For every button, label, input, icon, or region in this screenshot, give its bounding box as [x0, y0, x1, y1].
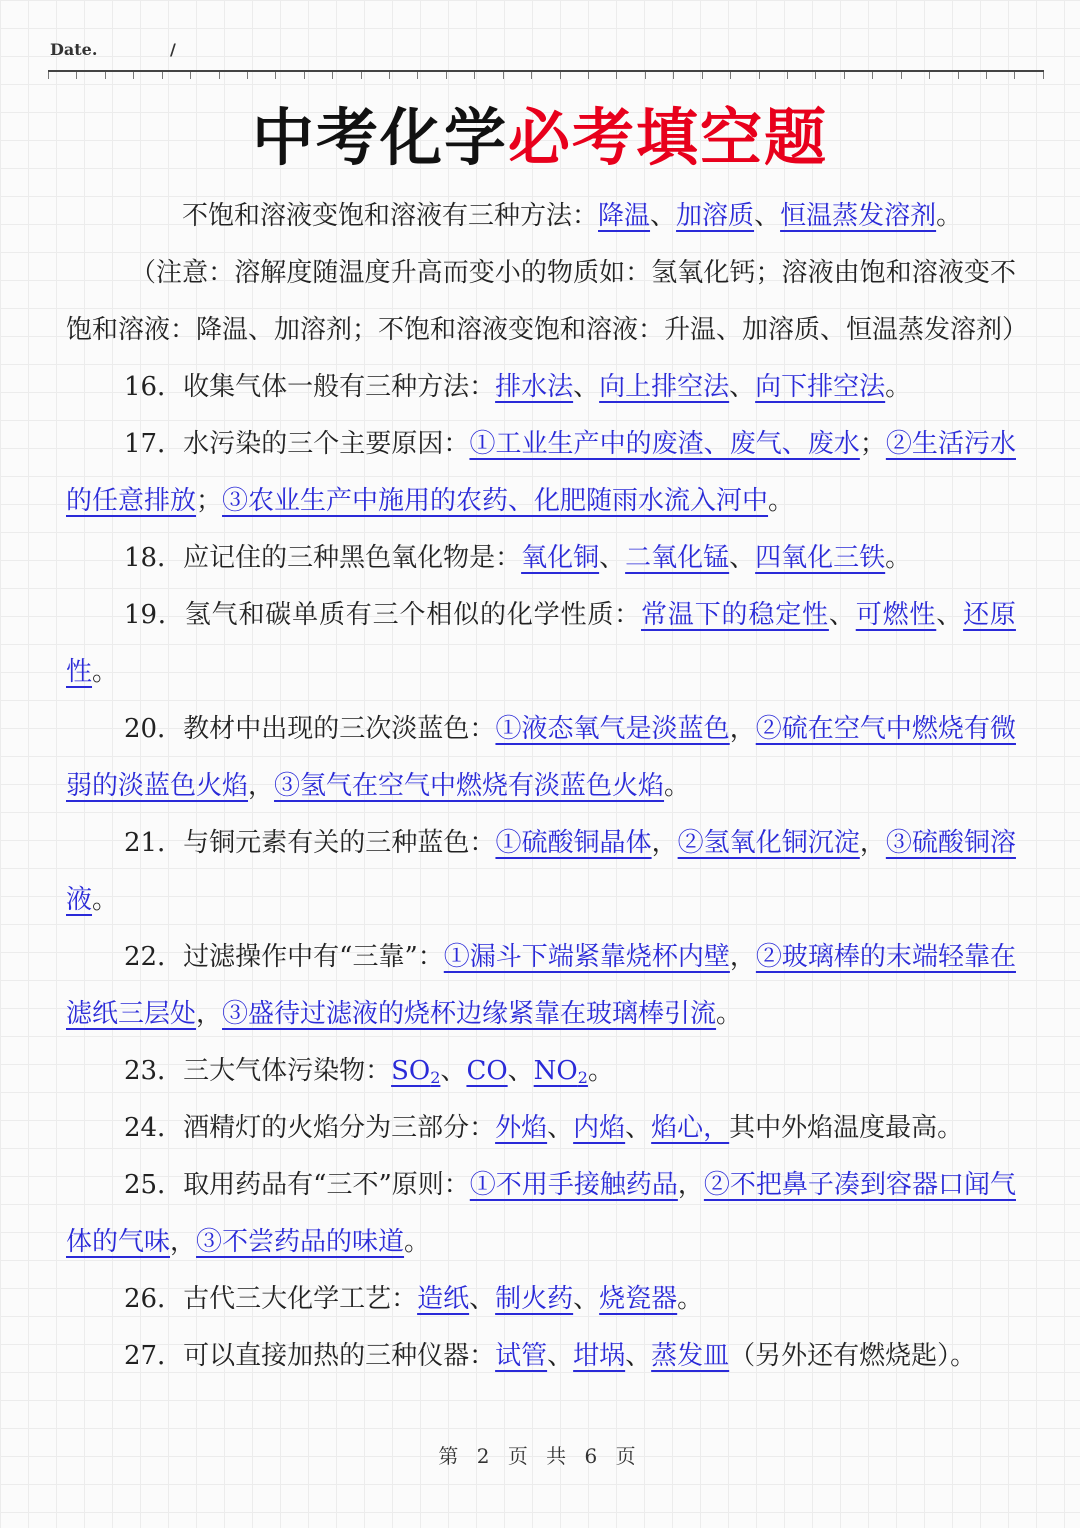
question-16: [66, 359, 1016, 416]
separator: 、: [507, 1056, 534, 1086]
question-18: [66, 530, 1016, 587]
ending: 。: [716, 999, 743, 1029]
question-25: [66, 1157, 1016, 1271]
separator: 、: [625, 1341, 652, 1371]
question-text: 25．取用药品有“三不”原则：: [124, 1170, 470, 1200]
question-20: [66, 701, 1016, 815]
separator: 、: [650, 201, 677, 231]
ending: 。: [92, 885, 119, 915]
answer-blank: 试管: [495, 1341, 548, 1371]
answer-blank: 烧瓷器: [599, 1284, 678, 1314]
answer-blank: 蒸发皿: [651, 1341, 730, 1371]
formula-subscript: 2: [430, 1068, 441, 1087]
separator: 、: [729, 372, 756, 402]
question-text: 23．三大气体污染物：: [124, 1056, 392, 1086]
ending: 。: [885, 372, 912, 402]
question-27: [66, 1328, 1016, 1385]
answer-blank: 造纸: [417, 1284, 470, 1314]
question-text: 17．水污染的三个主要原因：: [124, 429, 470, 459]
question-19: [66, 587, 1016, 701]
answer-blank: ②生活污水的任意排放: [66, 429, 1016, 516]
answer-blank: [391, 1056, 440, 1086]
title-black: 中考化学: [251, 101, 508, 174]
answer-blank: 氧化铜: [521, 543, 600, 573]
separator: ；: [196, 486, 223, 516]
separator: 、: [440, 1056, 467, 1086]
answer-blank: 向下排空法: [755, 372, 886, 402]
ending: （另外还有燃烧匙）。: [729, 1341, 977, 1371]
separator: 、: [729, 543, 756, 573]
answer-blank: ①漏斗下端紧靠烧杯内壁: [443, 942, 730, 972]
answer-blank: 排水法: [495, 372, 574, 402]
answer-blank: ③硫酸铜溶液: [66, 828, 1016, 915]
answer-blank: CO: [466, 1056, 508, 1086]
answer-blank: 内焰: [573, 1113, 626, 1143]
question-26: [66, 1271, 1016, 1328]
question-text: 19．氢气和碳单质有三个相似的化学性质：: [124, 600, 642, 630]
formula-text: NO: [533, 1056, 578, 1086]
answer-blank: 加溶质: [676, 201, 755, 231]
answer-blank: ②玻璃棒的末端轻靠在滤纸三层处: [66, 942, 1016, 1029]
answer-blank: 恒温蒸发溶剂: [780, 201, 937, 231]
ruler-ticks: [48, 72, 1044, 80]
answer-blank: 焰心，: [651, 1113, 730, 1143]
separator: 、: [754, 201, 781, 231]
question-text: 27．可以直接加热的三种仪器：: [124, 1341, 496, 1371]
separator: 、: [828, 600, 856, 630]
content: [66, 188, 1029, 1385]
question-text: 21．与铜元素有关的三种蓝色：: [124, 828, 496, 858]
answer-blank: ③盛待过滤液的烧杯边缘紧靠在玻璃棒引流: [222, 999, 717, 1029]
separator: 、: [573, 1284, 600, 1314]
answer-blank: ③不尝药品的味道: [196, 1227, 405, 1257]
intro-item: [66, 188, 1016, 245]
answer-blank: 坩埚: [573, 1341, 626, 1371]
page-number-footer: 第 2 页 共 6 页: [438, 1444, 642, 1468]
question-text: 20．教材中出现的三次淡蓝色：: [124, 714, 496, 744]
answer-blank: ①硫酸铜晶体: [495, 828, 652, 858]
ending: 。: [664, 771, 691, 801]
page-title: [0, 98, 1080, 178]
ending: 其中外焰温度最高。: [729, 1113, 964, 1143]
separator: ；: [859, 429, 886, 459]
ending: 。: [587, 1056, 614, 1086]
separator: 、: [547, 1113, 574, 1143]
separator: ，: [729, 942, 756, 972]
answer-blank: ②硫在空气中燃烧有微弱的淡蓝色火焰: [66, 714, 1016, 801]
separator: 、: [547, 1341, 574, 1371]
answer-blank: ①不用手接触药品: [469, 1170, 678, 1200]
formula-text: SO: [391, 1056, 431, 1086]
separator: ，: [859, 828, 886, 858]
answer-blank: 制火药: [495, 1284, 574, 1314]
question-23: [66, 1043, 1016, 1100]
question-text: 24．酒精灯的火焰分为三部分：: [124, 1113, 496, 1143]
question-17: [66, 416, 1016, 530]
separator: ，: [651, 828, 678, 858]
answer-blank: ①工业生产中的废渣、废气、废水: [469, 429, 860, 459]
question-text: 22．过滤操作中有“三靠”：: [124, 942, 444, 972]
question-text: 26．古代三大化学工艺：: [124, 1284, 418, 1314]
separator: 、: [625, 1113, 652, 1143]
answer-blank: ②不把鼻子凑到容器口闻气体的气味: [66, 1170, 1016, 1257]
formula-subscript: 2: [577, 1068, 588, 1087]
separator: 、: [936, 600, 964, 630]
question-22: [66, 929, 1016, 1043]
question-21: [66, 815, 1016, 929]
answer-blank: 常温下的稳定性: [641, 600, 829, 630]
answer-blank: [534, 1056, 588, 1086]
ending: 。: [677, 1284, 704, 1314]
separator: ，: [729, 714, 756, 744]
ending: 。: [885, 543, 912, 573]
question-text: 不饱和溶液变饱和溶液有三种方法：: [182, 201, 599, 231]
separator: 、: [599, 543, 626, 573]
note-text: （注意：溶解度随温度升高而变小的物质如：氢氧化钙；溶液由饱和溶液变不饱和溶液：降温、加溶剂；不饱和溶液变饱和溶液：升温、加溶质、恒温蒸发溶剂）: [66, 258, 1029, 345]
answer-blank: ②氢氧化铜沉淀: [677, 828, 860, 858]
separator: ，: [196, 999, 223, 1029]
answer-blank: ③农业生产中施用的农药、化肥随雨水流入河中: [222, 486, 769, 516]
date-slash: /: [170, 40, 176, 59]
separator: ，: [170, 1227, 197, 1257]
question-text: 16．收集气体一般有三种方法：: [124, 372, 496, 402]
answer-blank: 向上排空法: [599, 372, 730, 402]
ending: 。: [768, 486, 795, 516]
answer-blank: 可燃性: [855, 600, 937, 630]
title-red: 必考填空题: [508, 101, 829, 174]
ending: 。: [936, 201, 963, 231]
question-text: 18．应记住的三种黑色氧化物是：: [124, 543, 522, 573]
ending: 。: [92, 657, 119, 687]
separator: ，: [248, 771, 275, 801]
separator: 、: [573, 372, 600, 402]
answer-blank: ③氢气在空气中燃烧有淡蓝色火焰: [274, 771, 665, 801]
answer-blank: 二氧化锰: [625, 543, 730, 573]
answer-blank: 四氧化三铁: [755, 543, 886, 573]
question-24: [66, 1100, 1016, 1157]
answer-blank: 降温: [598, 201, 651, 231]
separator: ，: [677, 1170, 704, 1200]
answer-blank: ①液态氧气是淡蓝色: [495, 714, 730, 744]
answer-blank: 还原性: [66, 600, 1016, 687]
separator: 、: [469, 1284, 496, 1314]
ending: 。: [404, 1227, 431, 1257]
answer-blank: 外焰: [495, 1113, 548, 1143]
date-label: Date.: [50, 40, 98, 59]
